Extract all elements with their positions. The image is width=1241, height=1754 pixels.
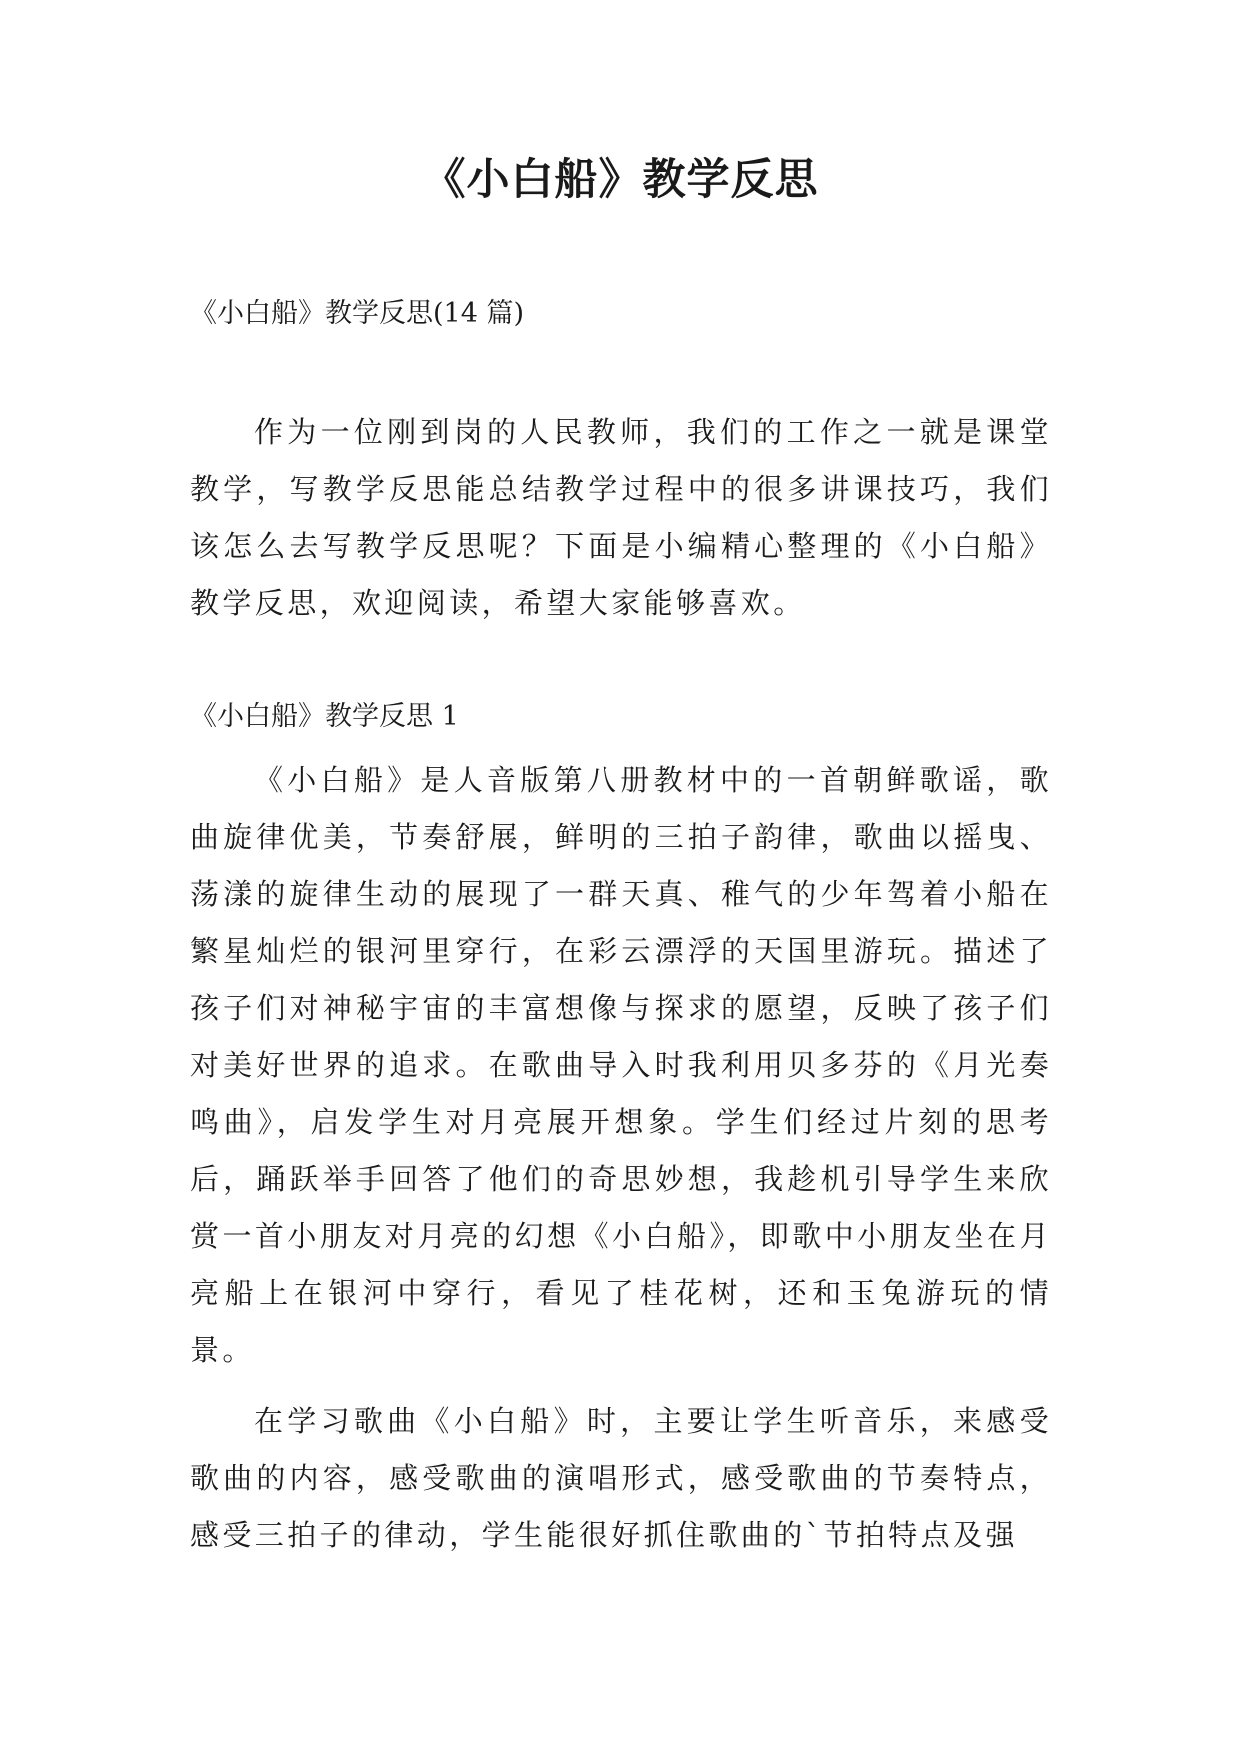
- body-paragraph: 《小白船》是人音版第八册教材中的一首朝鲜歌谣，歌曲旋律优美，节奏舒展，鲜明的三拍子韵律，歌曲以摇曳、荡漾的旋律生动的展现了一群天真、稚气的少年驾着小船在繁星灿烂的银河里穿行，在彩云漂浮的天国里游玩。描述了孩子们对神秘宇宙的丰富想像与探求的愿望，反映了孩子们对美好世界的追求。在歌曲导入时我利用贝多芬的《月光奏鸣曲》，启发学生对月亮展开想象。学生们经过片刻的思考后，踊跃举手回答了他们的奇思妙想，我趁机引导学生来欣赏一首小朋友对月亮的幻想《小白船》，即歌中小朋友坐在月亮船上在银河中穿行，看见了桂花树，还和玉兔游玩的情景。: [190, 763, 1052, 1367]
- document-title: 《小白船》教学反思: [422, 155, 819, 205]
- intro-paragraph: 作为一位刚到岗的人民教师，我们的工作之一就是课堂教学，写教学反思能总结教学过程中的很多讲课技巧，我们该怎么去写教学反思呢？下面是小编精心整理的《小白船》教学反思，欢迎阅读，希望大家能够喜欢。: [190, 415, 1052, 620]
- document-subtitle: 《小白船》教学反思(14 篇): [190, 298, 525, 329]
- body-paragraph: 在学习歌曲《小白船》时，主要让学生听音乐，来感受歌曲的内容，感受歌曲的演唱形式，感受歌曲的节奏特点，感受三拍子的律动，学生能很好抓住歌曲的`节拍特点及强: [190, 1404, 1052, 1552]
- section-heading-1: 《小白船》教学反思 1: [190, 701, 459, 732]
